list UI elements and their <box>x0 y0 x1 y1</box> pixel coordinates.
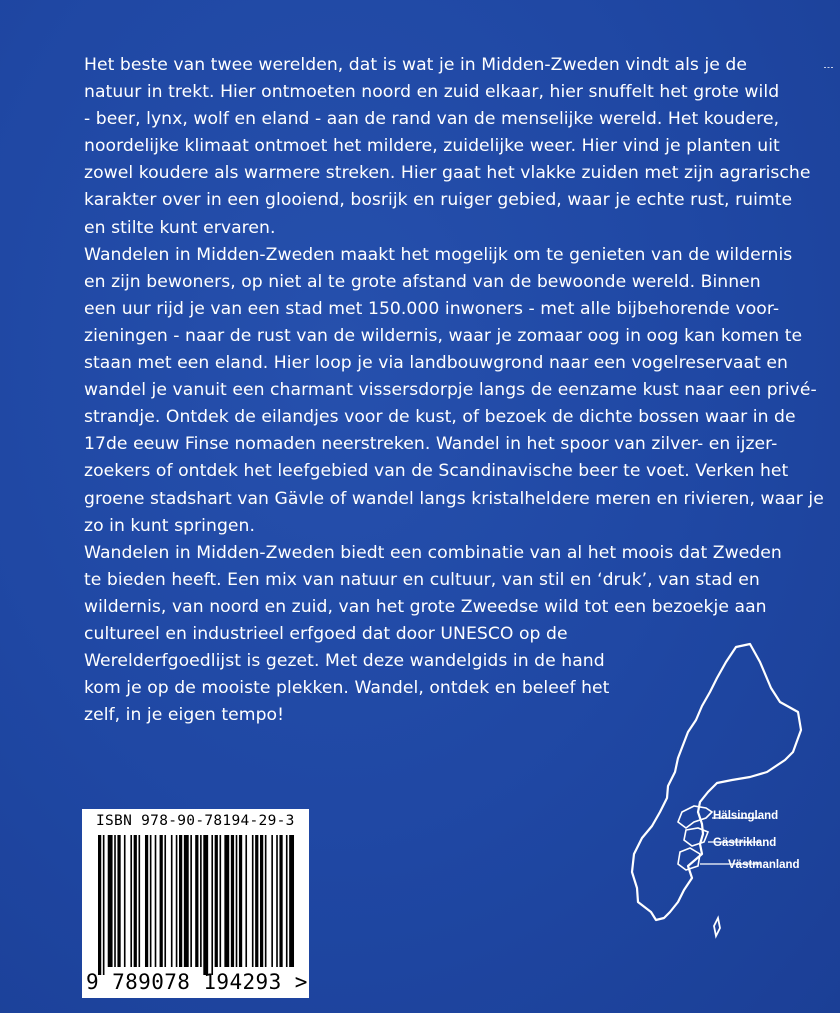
barcode-bar <box>276 835 278 967</box>
barcode-bar <box>145 835 148 967</box>
text-line: zieningen - naar de rust van de wildernis, waar je zomaar oog in oog kan komen te <box>84 325 803 346</box>
text-line: kom je op de mooiste plekken. Wandel, ontdek en beleef het <box>84 678 610 699</box>
barcode-bar <box>139 835 141 967</box>
barcode-bar <box>203 835 208 975</box>
text-line: te bieden heeft. Een mix van natuur en cultuur, van stil en ‘druk’, van stad en <box>84 569 760 590</box>
barcode-bar <box>130 835 132 967</box>
text-line: karakter over in een glooiend, bosrijk en ruiger gebied, waar je echte rust, ruimte <box>84 190 793 211</box>
barcode-bar <box>150 835 152 967</box>
barcode-bar <box>117 835 120 967</box>
isbn-label: ISBN 978-90-78194-29-3 <box>96 813 295 829</box>
barcode-bar <box>103 835 105 975</box>
barcode-bar <box>252 835 254 967</box>
text-line: staan met een eland. Hier loop je via landbouwgrond naar een vogelreservaat en <box>84 353 788 374</box>
text-line: en stilte kunt ervaren. <box>84 217 276 238</box>
barcode-bar <box>265 835 267 967</box>
barcode-bar <box>176 835 178 967</box>
barcode-bar <box>134 835 137 967</box>
sweden-map <box>620 640 820 940</box>
text-line: Wandelen in Midden-Zweden biedt een combinatie van al het moois dat Zweden <box>84 542 782 563</box>
region-label-gastrikland: Gästrikland <box>713 837 777 849</box>
barcode-bar <box>164 835 166 967</box>
barcode-bar <box>279 835 282 967</box>
text-line: zelf, in je eigen tempo! <box>84 705 285 726</box>
text-line: - beer, lynx, wolf en eland - aan de rand van de menselijke wereld. Het koudere, <box>84 109 780 130</box>
barcode-bar <box>184 835 189 967</box>
sweden-outline-map <box>620 640 820 940</box>
text-line: zoekers of ontdek het leefgebied van de Scandinavische beer te voet. Verken het <box>84 461 789 482</box>
barcode-bar <box>200 835 202 967</box>
text-line: noordelijke klimaat ontmoet het mildere, zuidelijke weer. Hier vind je planten uit <box>84 136 780 157</box>
barcode-bar <box>255 835 258 967</box>
barcode-bar <box>239 835 242 967</box>
text-line: en zijn bewoners, op niet al te grote afstand van de bewoonde wereld. Binnen <box>84 271 761 292</box>
text-line: 17de eeuw Finse nomaden neerstreken. Wandel in het spoor van zilver- en ijzer- <box>84 434 778 455</box>
barcode-bar <box>260 835 263 967</box>
region-label-vastmanland: Västmanland <box>728 859 800 871</box>
barcode-bar <box>215 835 218 967</box>
text-line: cultureel en industrieel erfgoed dat door UNESCO op de <box>84 623 568 644</box>
barcode-bar <box>114 835 116 967</box>
sweden-outline <box>632 644 801 920</box>
text-line: Werelderfgoedlijst is gezet. Met deze wandelgids in de hand <box>84 651 605 672</box>
gastrikland-boundary <box>684 828 708 846</box>
text-line: zo in kunt springen. <box>84 515 255 536</box>
description-text <box>84 52 824 729</box>
island-gotland <box>714 918 720 936</box>
text-line: wildernis, van noord en zuid, van het grote Zweedse wild tot een bezoekje aan <box>84 596 767 617</box>
barcode-bar <box>220 835 222 967</box>
halsingland-boundary <box>678 806 712 828</box>
barcode-bar <box>190 835 192 967</box>
text-line: natuur in trekt. Hier ontmoeten noord en zuid elkaar, hier snuffelt het grote wild <box>84 82 780 103</box>
barcode-bar <box>289 835 294 967</box>
region-label-halsingland: Hälsingland <box>713 810 779 822</box>
text-line: een uur rijd je van een stad met 150.000 inwoners - met alle bijbehorende voor- <box>84 298 780 319</box>
text-line: wandel je vanuit een charmant vissersdorpje langs de eenzame kust naar een privé- <box>84 380 817 401</box>
text-line: zowel koudere als warmere streken. Hier gaat het vlakke zuiden met zijn agrarische <box>84 163 811 184</box>
barcode-bar <box>271 835 273 967</box>
barcode-bar <box>231 835 234 967</box>
text-line: Wandelen in Midden-Zweden maakt het mogelijk om te genieten van de wildernis <box>84 244 793 265</box>
barcode-bar <box>108 835 113 967</box>
text-line: Het beste van twee werelden, dat is wat je in Midden-Zweden vindt als je de <box>84 55 748 75</box>
barcode-bar <box>160 835 163 967</box>
crop-mark <box>824 66 834 69</box>
barcode-digits: 9 789078 194293 > <box>86 970 308 994</box>
barcode-bar <box>211 835 213 975</box>
barcode-bar <box>245 835 247 967</box>
text-line: strandje. Ontdek de eilandjes voor de kust, of bezoek de dichte bossen waar in de <box>84 407 796 428</box>
barcode-bar <box>179 835 182 967</box>
text-line: groene stadshart van Gävle of wandel langs kristalheldere meren en rivieren, waar je <box>84 488 824 509</box>
barcode-bar <box>98 835 101 975</box>
barcode-bar <box>171 835 173 967</box>
barcode-bar <box>236 835 238 967</box>
barcode-bar <box>195 835 198 967</box>
barcode-bar <box>286 835 288 967</box>
isbn-barcode <box>82 809 309 998</box>
barcode-bar <box>124 835 126 967</box>
barcode-bar <box>155 835 157 967</box>
barcode-bar <box>224 835 229 967</box>
